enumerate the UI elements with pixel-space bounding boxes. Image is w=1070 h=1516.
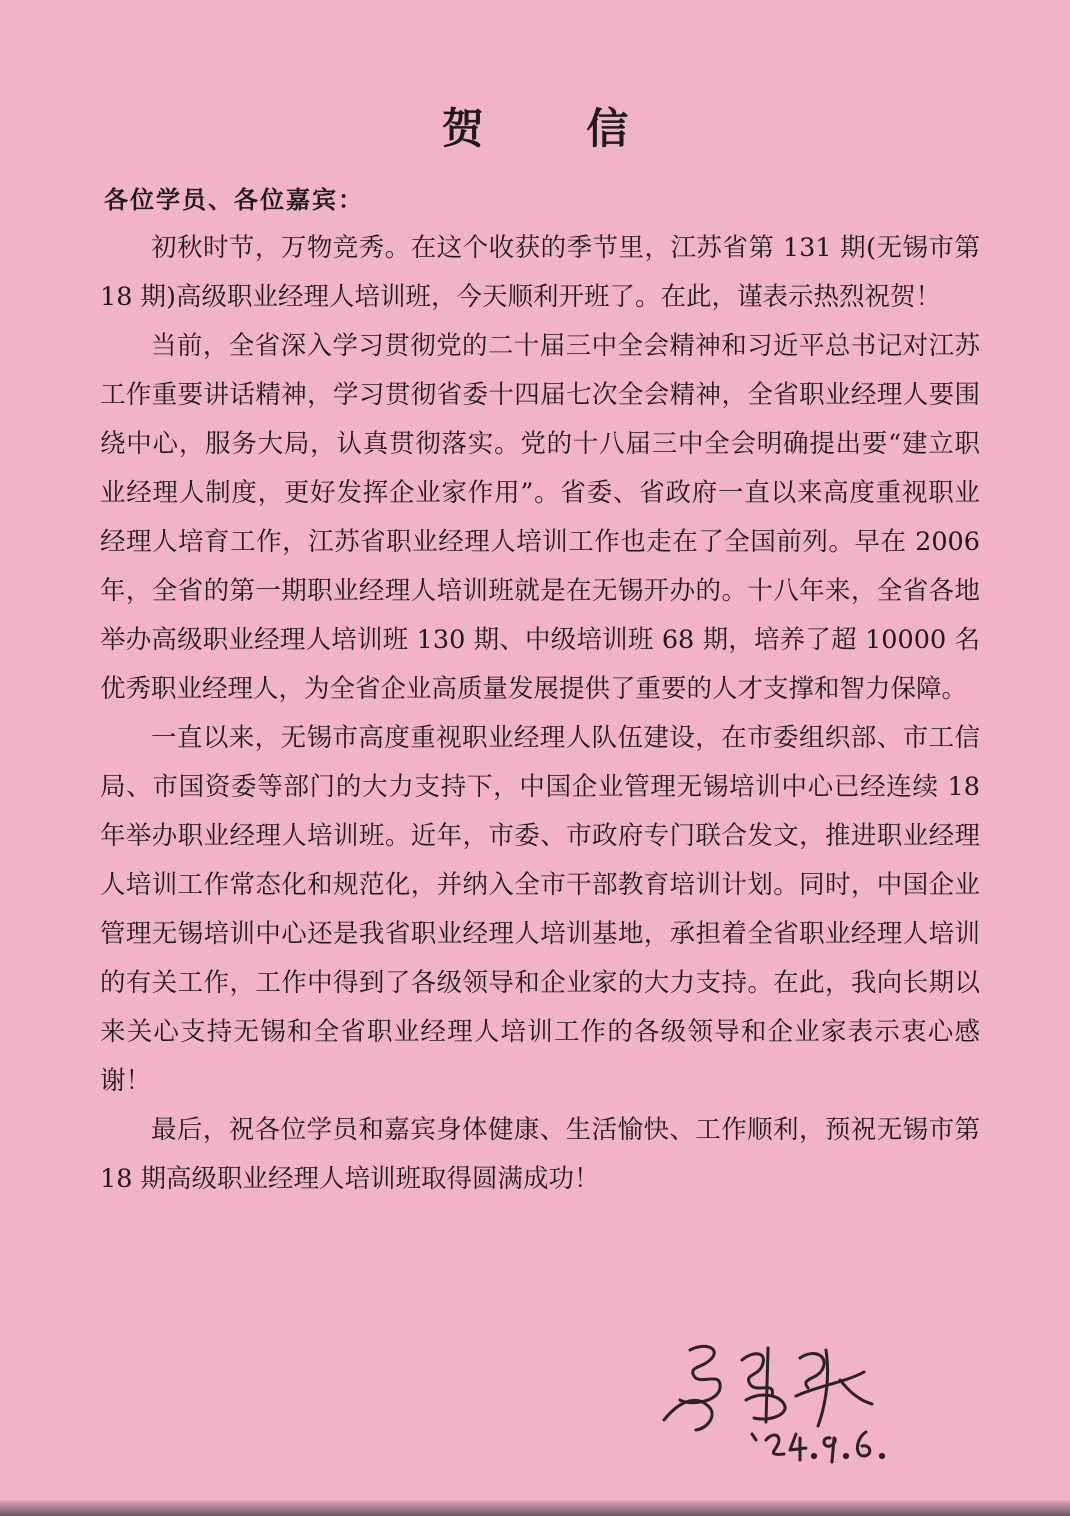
handwritten-signature: [650, 1330, 910, 1470]
paragraph-province: 当前，全省深入学习贯彻党的二十届三中全会精神和习近平总书记对江苏工作重要讲话精神，学习贯彻省委十四届七次全会精神，全省职业经理人要围绕中心，服务大局，认真贯彻落实。党的十八届三中全会明确提出要“建立职业经理人制度，更好发挥企业家作用”。省委、省政府一直以来高度重视职业经理人培育工作，江苏省职业经理人培训工作也走在了全国前列。早在 2006 年，全省的第一期职业经理人培训班就是在无锡开办的。十八年来，全省各地举办高级职业经理人培训班 130 期、中级培训班 68 期，培养了超 10000 名优秀职业经理人，为全省企业高质量发展提供了重要的人才支撑和智力保障。: [100, 331, 980, 704]
paragraph-closing: 最后，祝各位学员和嘉宾身体健康、生活愉快、工作顺利，预祝无锡市第 18 期高级职业经理人培训班取得圆满成功！: [100, 1115, 980, 1194]
letter-title: 贺 信: [441, 104, 673, 153]
letter-body: [100, 224, 980, 1204]
letter-salutation: 各位学员、各位嘉宾：: [104, 185, 364, 214]
paragraph-wuxi: 一直以来，无锡市高度重视职业经理人队伍建设，在市委组织部、市工信局、市国资委等部门的大力支持下，中国企业管理无锡培训中心已经连续 18 年举办职业经理人培训班。近年，市委、市政府专门联合发文，推进职业经理人培训工作常态化和规范化，并纳入全市干部教育培训计划。同时，中国企业管理无锡培训中心还是我省职业经理人培训基地，承担着全省职业经理人培训的有关工作，工作中得到了各级领导和企业家的大力支持。在此，我向长期以来关心支持无锡和全省职业经理人培训工作的各级领导和企业家表示衷心感谢！: [100, 723, 980, 1096]
paragraph-opening: 初秋时节，万物竞秀。在这个收获的季节里，江苏省第 131 期(无锡市第 18 期)高级职业经理人培训班，今天顺利开班了。在此，谨表示热烈祝贺！: [100, 233, 980, 312]
